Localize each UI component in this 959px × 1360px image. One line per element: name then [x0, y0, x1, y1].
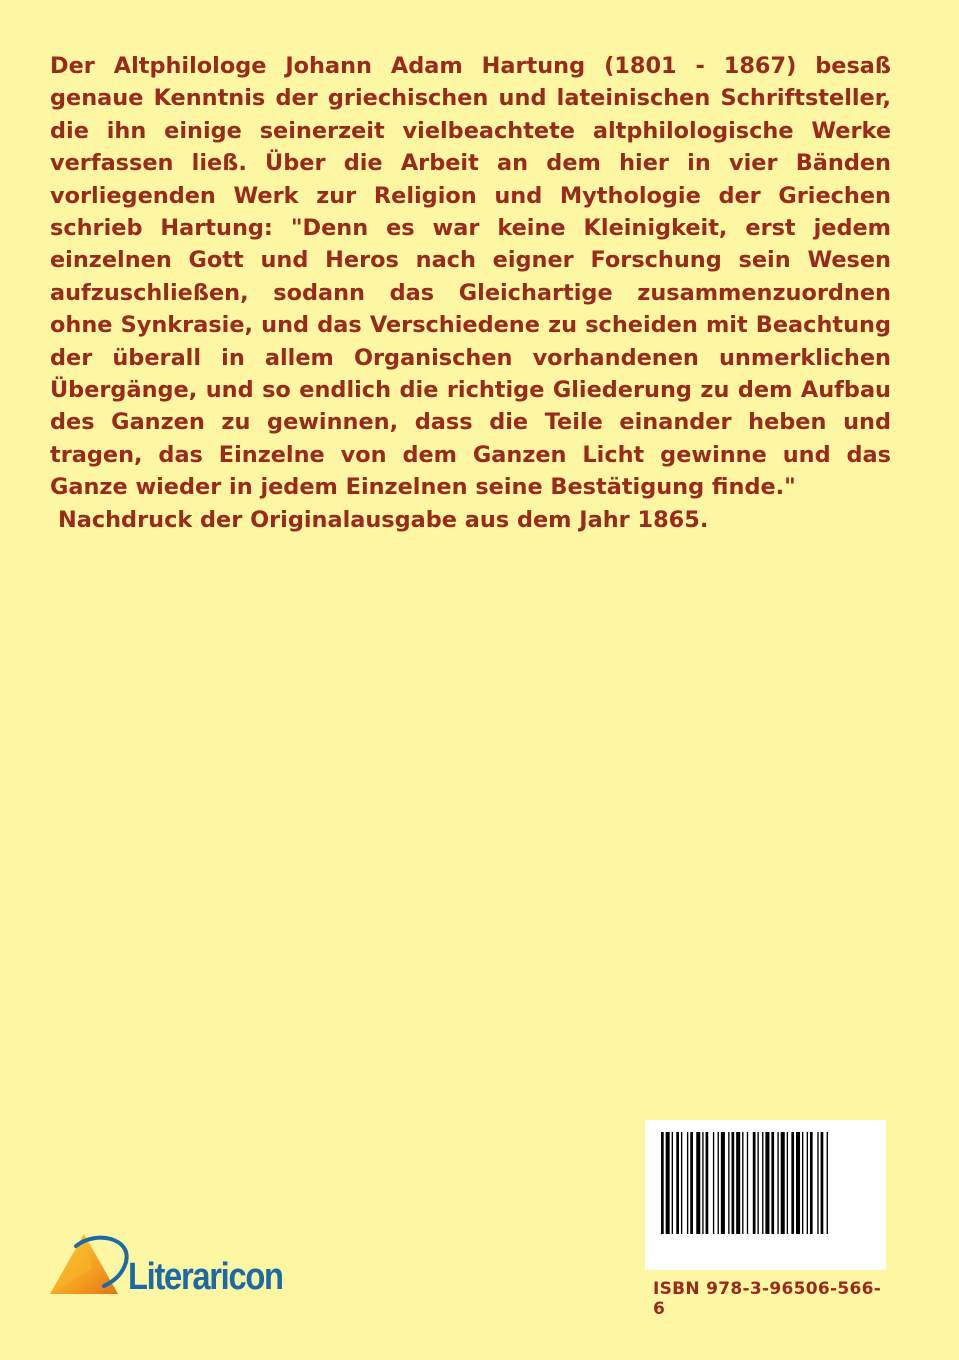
- barcode-bar: [690, 1132, 693, 1234]
- barcode-bar: [802, 1132, 803, 1234]
- barcode-bar: [787, 1132, 788, 1234]
- barcode-bar: [757, 1132, 758, 1234]
- reprint-note: Nachdruck der Originalausgabe aus dem Jahr 1865.: [58, 506, 709, 533]
- barcode-bar: [713, 1132, 714, 1234]
- barcode-bar: [661, 1132, 664, 1234]
- back-cover-blurb: [50, 50, 891, 536]
- barcode-bars: [657, 1132, 874, 1234]
- barcode-bar: [742, 1132, 743, 1234]
- barcode-bar: [791, 1132, 794, 1234]
- barcode-bar: [777, 1132, 778, 1234]
- barcode-bar: [821, 1132, 824, 1234]
- barcode-bar: [721, 1132, 725, 1234]
- barcode-bar: [807, 1132, 808, 1234]
- barcode-bar: [706, 1132, 709, 1234]
- barcode-bar: [736, 1132, 740, 1234]
- barcode-bar: [810, 1132, 813, 1234]
- barcode-bar: [728, 1132, 729, 1234]
- barcode-bar: [672, 1132, 673, 1234]
- barcode-bar: [753, 1132, 756, 1234]
- barcode-bar: [681, 1132, 682, 1234]
- barcode-bar: [666, 1132, 670, 1234]
- barcode-bar: [696, 1132, 700, 1234]
- blurb-paragraph: Der Altphilologe Johann Adam Hartung (1801 - 1867) besaß genaue Kenntnis der griechischen und lateinischen Schriftsteller, die ihn einige seinerzeit vielbeachtete altphilologische Werke verfassen ließ. Über die Arbeit an dem hier in vier Bänden vorliegenden Werk zur Religion und Mythologie der Griechen schrieb Hartung: "Denn es war keine Kleinigkeit, erst jedem einzelnen Gott und Heros nach eigner Forschung sein Wesen aufzuschließen, sodann das Gleichartige zusammenzuordnen ohne Synkrasie, und das Verschiedene zu scheiden mit Beachtung der überall in allem Organischen vorhandenen unmerklichen Übergänge, und so endlich die richtige Gliederung zu dem Aufbau des Ganzen zu gewinnen, dass die Teile einander heben und tragen, das Einzelne von dem Ganzen Licht gewinne und das Ganze wieder in jedem Einzelnen seine Bestätigung finde.": [50, 53, 891, 501]
- barcode-bar: [747, 1132, 748, 1234]
- barcode-bar: [765, 1132, 769, 1234]
- publisher-name: Literaricon: [128, 1256, 283, 1298]
- barcode: [645, 1120, 886, 1270]
- barcode-bar: [762, 1132, 763, 1234]
- barcode-bar: [771, 1132, 774, 1234]
- barcode-bar: [687, 1132, 688, 1234]
- barcode-bar: [781, 1132, 785, 1234]
- barcode-bar: [676, 1132, 679, 1234]
- barcode-bar: [796, 1132, 800, 1234]
- barcode-bar: [817, 1132, 818, 1234]
- isbn-number: ISBN 978-3-96506-566-6: [653, 1279, 882, 1319]
- barcode-bar: [702, 1132, 703, 1234]
- barcode-bar: [827, 1132, 828, 1234]
- barcode-bar: [718, 1132, 719, 1234]
- barcode-bar: [732, 1132, 735, 1234]
- publisher-logo: [46, 1228, 306, 1304]
- pyramid-logo-icon: [46, 1228, 132, 1300]
